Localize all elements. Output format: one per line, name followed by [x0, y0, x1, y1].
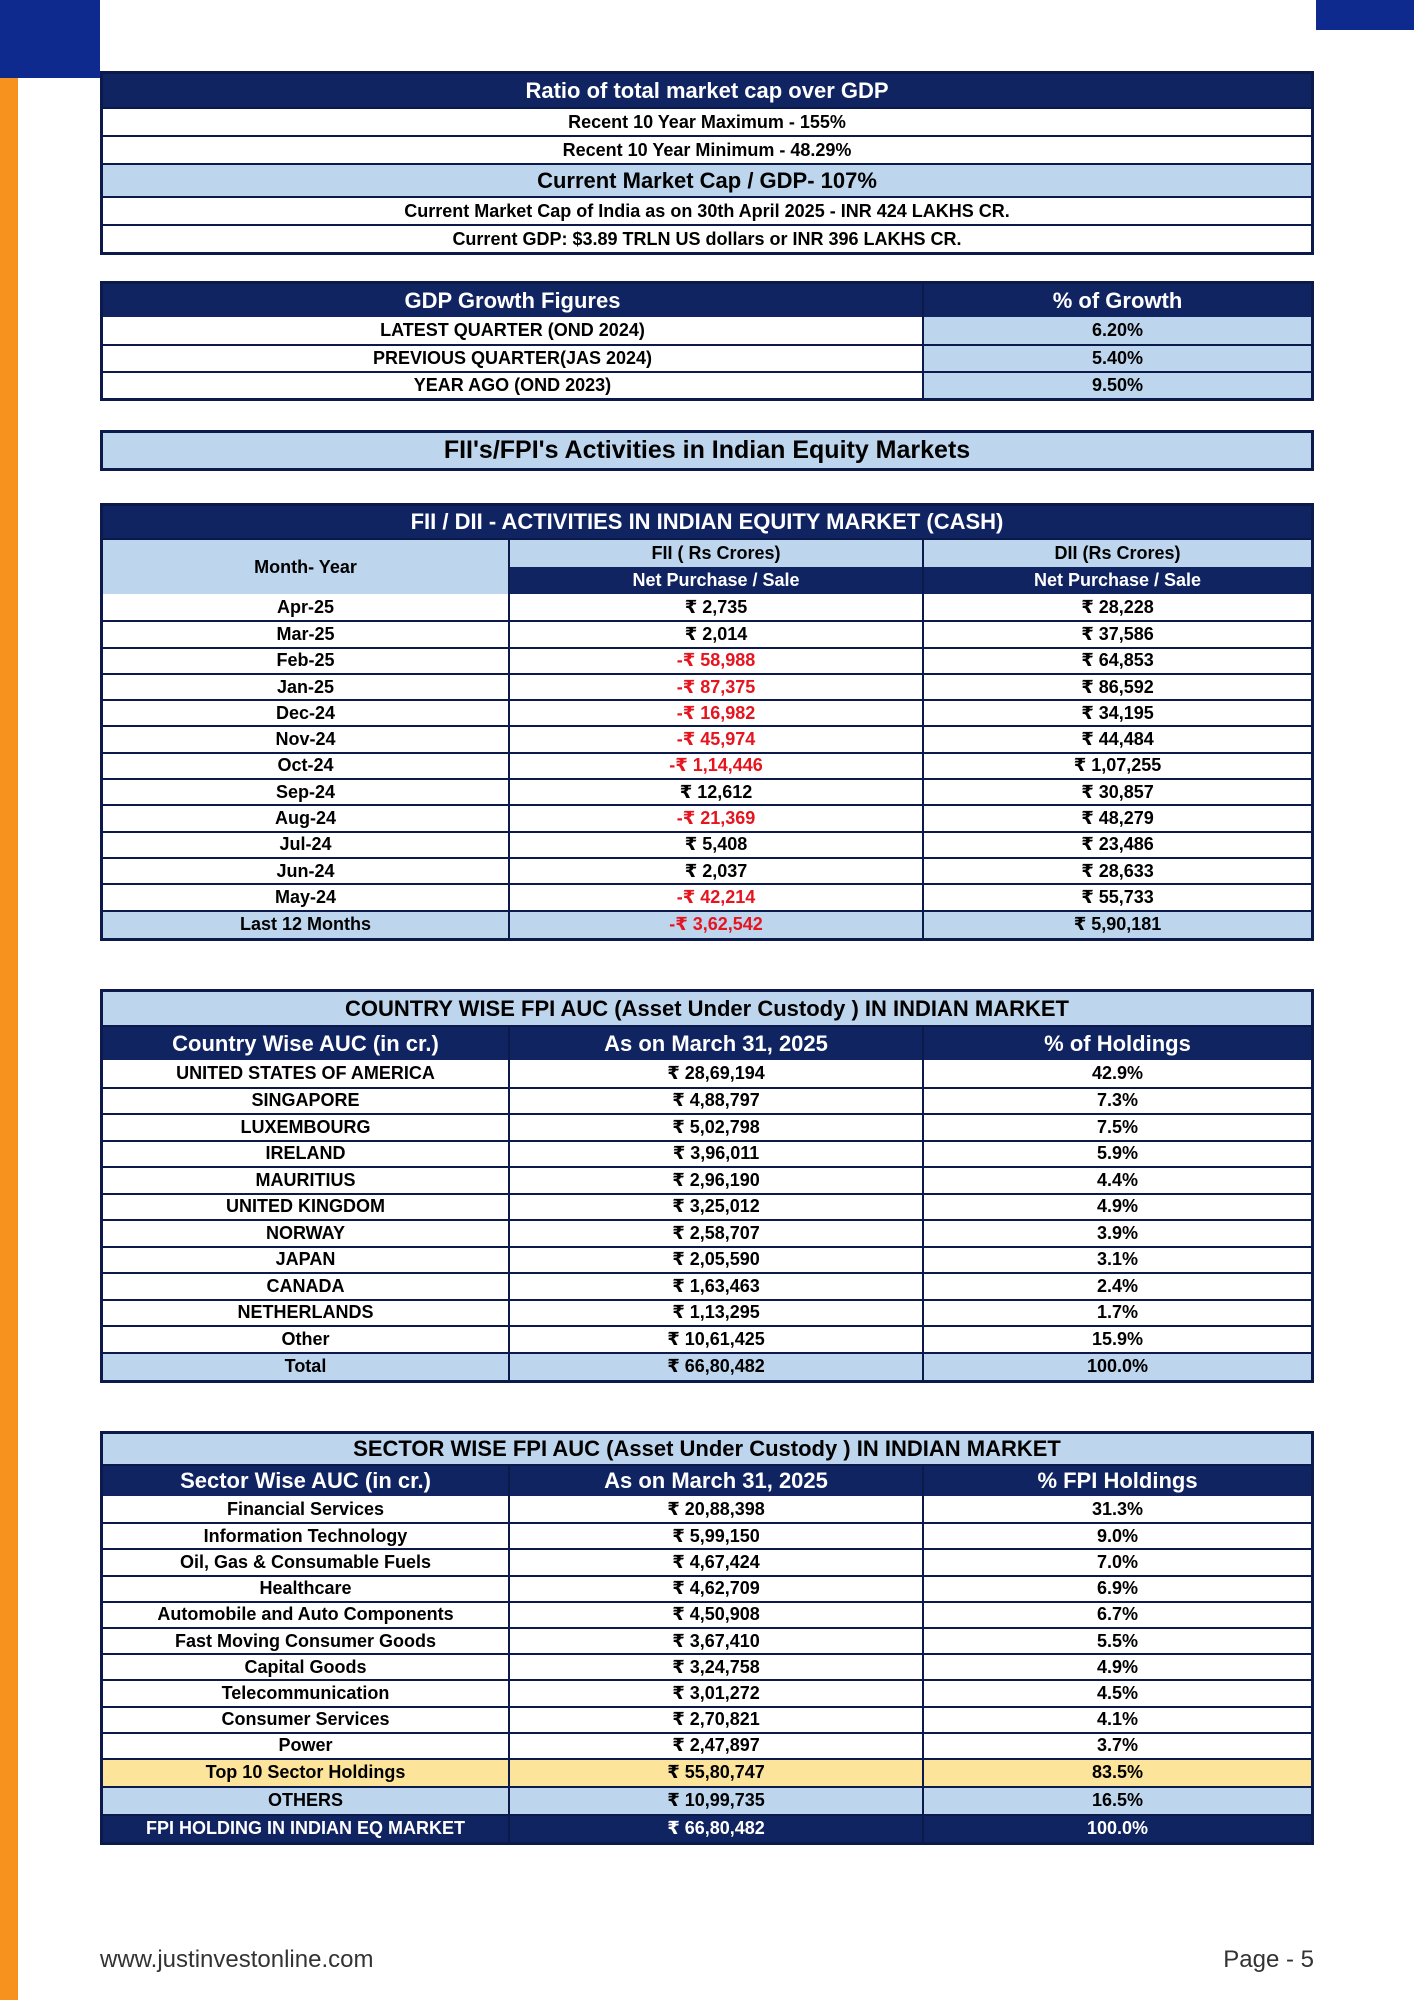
table-row	[103, 673, 1311, 699]
table-title-row	[103, 992, 1311, 1025]
total-label: FPI HOLDING IN INDIAN EQ MARKET	[146, 1818, 465, 1839]
table-title: Ratio of total market cap over GDP	[525, 77, 889, 103]
fii-value: -₹ 87,375	[508, 675, 922, 699]
table-row	[103, 1627, 1311, 1653]
month-label: Feb-25	[276, 650, 335, 671]
column-header-month: Month- Year	[103, 540, 508, 594]
total-percent: 100.0%	[922, 1816, 1311, 1842]
country-name: JAPAN	[275, 1249, 336, 1270]
fii-subheader-label: Net Purchase / Sale	[510, 567, 922, 594]
country-name: CANADA	[266, 1275, 345, 1296]
month-label: Sep-24	[275, 781, 336, 802]
top10-row	[103, 1758, 1311, 1786]
column-header: GDP Growth Figures	[404, 287, 621, 313]
sector-name: Information Technology	[203, 1525, 408, 1546]
top10-label: Top 10 Sector Holdings	[205, 1762, 406, 1783]
holding-percent: 4.4%	[922, 1168, 1311, 1193]
holding-percent: 7.0%	[922, 1550, 1311, 1574]
country-name: UNITED KINGDOM	[226, 1196, 385, 1217]
auc-value: ₹ 3,96,011	[508, 1142, 922, 1167]
auc-value: ₹ 5,02,798	[508, 1115, 922, 1140]
others-label: OTHERS	[267, 1790, 343, 1811]
fii-value: -₹ 58,988	[508, 649, 922, 673]
dii-value: ₹ 37,586	[922, 622, 1311, 646]
sector-name: Consumer Services	[221, 1709, 390, 1730]
fii-value: -₹ 1,14,446	[508, 754, 922, 778]
fii-value: ₹ 2,735	[508, 594, 922, 620]
table-header-row	[103, 1025, 1311, 1060]
holding-percent: 2.4%	[922, 1274, 1311, 1299]
holding-percent: 3.9%	[922, 1221, 1311, 1246]
table-row	[103, 1219, 1311, 1246]
page-number: Page - 5	[1223, 1946, 1314, 1973]
auc-value: ₹ 4,88,797	[508, 1089, 922, 1114]
auc-value: ₹ 2,47,897	[508, 1734, 922, 1758]
country-auc-table	[100, 989, 1314, 1383]
dii-value: ₹ 86,592	[922, 675, 1311, 699]
sector-name: Capital Goods	[244, 1656, 367, 1677]
fii-value: -₹ 16,982	[508, 701, 922, 725]
table-row	[103, 1087, 1311, 1114]
table-row	[103, 224, 1311, 252]
table-row	[103, 163, 1311, 196]
auc-value: ₹ 5,99,150	[508, 1524, 922, 1548]
auc-value: ₹ 2,96,190	[508, 1168, 922, 1193]
dii-header-label: DII (Rs Crores)	[924, 540, 1311, 567]
sector-name: Automobile and Auto Components	[157, 1604, 454, 1625]
orange-side-bar	[0, 0, 18, 2000]
total-row	[103, 1352, 1311, 1380]
month-label: Oct-24	[277, 755, 334, 776]
total-value: ₹ 66,80,482	[508, 1816, 922, 1842]
table-row	[103, 1299, 1311, 1326]
country-name: SINGAPORE	[251, 1090, 360, 1111]
country-name: IRELAND	[265, 1143, 346, 1164]
total-dii: ₹ 5,90,181	[922, 912, 1311, 938]
table-row	[103, 1522, 1311, 1548]
dii-value: ₹ 44,484	[922, 727, 1311, 751]
gdp-growth-table	[100, 281, 1314, 401]
table-title: SECTOR WISE FPI AUC (Asset Under Custody ) IN INDIAN MARKET	[353, 1436, 1061, 1461]
holding-percent: 4.9%	[922, 1655, 1311, 1679]
month-label: Apr-25	[276, 596, 334, 617]
table-row	[103, 196, 1311, 224]
growth-value: 6.20%	[922, 317, 1311, 344]
country-name: NORWAY	[265, 1222, 346, 1243]
holding-percent: 31.3%	[922, 1496, 1311, 1522]
market-cap-gdp-table	[100, 71, 1314, 255]
holding-percent: 3.7%	[922, 1734, 1311, 1758]
fii-header-label: FII ( Rs Crores)	[510, 540, 922, 567]
auc-value: ₹ 1,63,463	[508, 1274, 922, 1299]
auc-value: ₹ 3,67,410	[508, 1629, 922, 1653]
table-row	[103, 1548, 1311, 1574]
table-row	[103, 778, 1311, 804]
month-label: Mar-25	[276, 623, 335, 644]
sector-name: Fast Moving Consumer Goods	[174, 1630, 437, 1651]
month-label: Dec-24	[275, 702, 336, 723]
auc-value: ₹ 4,62,709	[508, 1577, 922, 1601]
month-label: May-24	[274, 886, 337, 907]
table-row	[103, 135, 1311, 163]
total-fii: -₹ 3,62,542	[508, 912, 922, 938]
total-row	[103, 910, 1311, 938]
country-name: UNITED STATES OF AMERICA	[176, 1062, 435, 1083]
table-row	[103, 752, 1311, 778]
table-row	[103, 344, 1311, 371]
sector-name: Power	[278, 1735, 333, 1756]
country-name: Other	[281, 1328, 330, 1349]
auc-value: ₹ 10,61,425	[508, 1327, 922, 1352]
table-row	[103, 317, 1311, 344]
sector-name: Telecommunication	[221, 1682, 390, 1703]
auc-value: ₹ 4,50,908	[508, 1603, 922, 1627]
table-header-row	[103, 1464, 1311, 1496]
table-row	[103, 857, 1311, 883]
column-header: Country Wise AUC (in cr.)	[172, 1030, 439, 1056]
table-row	[103, 1246, 1311, 1273]
dii-subheader-label: Net Purchase / Sale	[924, 567, 1311, 594]
sector-name: Oil, Gas & Consumable Fuels	[179, 1551, 432, 1572]
table-row	[103, 883, 1311, 909]
holding-percent: 4.1%	[922, 1708, 1311, 1732]
column-header-dii	[922, 540, 1311, 594]
table-row	[103, 107, 1311, 135]
fii-value: ₹ 12,612	[508, 780, 922, 804]
column-header: As on March 31, 2025	[508, 1027, 922, 1060]
table-row	[103, 1060, 1311, 1087]
holding-percent: 5.5%	[922, 1629, 1311, 1653]
dii-value: ₹ 64,853	[922, 649, 1311, 673]
total-label: Last 12 Months	[239, 914, 372, 935]
month-label: Jun-24	[276, 860, 335, 881]
dii-value: ₹ 23,486	[922, 833, 1311, 857]
auc-value: ₹ 4,67,424	[508, 1550, 922, 1574]
country-name: LUXEMBOURG	[240, 1116, 371, 1137]
market-cap-value: Current Market Cap of India as on 30th April 2025 - INR 424 LAKHS CR.	[404, 200, 1010, 221]
holding-percent: 9.0%	[922, 1524, 1311, 1548]
gdp-value: Current GDP: $3.89 TRLN US dollars or INR 396 LAKHS CR.	[452, 228, 962, 249]
country-name: MAURITIUS	[255, 1169, 356, 1190]
auc-value: ₹ 2,70,821	[508, 1708, 922, 1732]
table-title-row	[103, 74, 1311, 107]
dii-value: ₹ 28,228	[922, 594, 1311, 620]
table-row	[103, 1706, 1311, 1732]
dii-value: ₹ 48,279	[922, 806, 1311, 830]
holding-percent: 1.7%	[922, 1301, 1311, 1326]
table-row	[103, 804, 1311, 830]
auc-value: ₹ 2,58,707	[508, 1221, 922, 1246]
table-title: FII / DII - ACTIVITIES IN INDIAN EQUITY MARKET (CASH)	[410, 509, 1004, 534]
month-label: Nov-24	[275, 729, 336, 750]
total-row	[103, 1814, 1311, 1842]
holding-percent: 5.9%	[922, 1142, 1311, 1167]
top10-percent: 83.5%	[922, 1760, 1311, 1786]
country-name: NETHERLANDS	[237, 1302, 374, 1323]
fii-value: -₹ 42,214	[508, 885, 922, 909]
holding-percent: 42.9%	[922, 1060, 1311, 1087]
column-header: % of Growth	[922, 284, 1311, 317]
table-row	[103, 1653, 1311, 1679]
table-row	[103, 1140, 1311, 1167]
table-row	[103, 831, 1311, 857]
table-row	[103, 1679, 1311, 1705]
sector-name: Healthcare	[259, 1578, 352, 1599]
holding-percent: 7.3%	[922, 1089, 1311, 1114]
dii-value: ₹ 55,733	[922, 885, 1311, 909]
top10-value: ₹ 55,80,747	[508, 1760, 922, 1786]
fii-value: -₹ 45,974	[508, 727, 922, 751]
total-label: Total	[284, 1356, 327, 1376]
auc-value: ₹ 28,69,194	[508, 1060, 922, 1087]
dii-value: ₹ 28,633	[922, 859, 1311, 883]
column-header: Sector Wise AUC (in cr.)	[180, 1468, 431, 1493]
corner-block-top-right	[1316, 0, 1414, 30]
total-value: ₹ 66,80,482	[508, 1354, 922, 1380]
dii-value: ₹ 1,07,255	[922, 754, 1311, 778]
holding-percent: 7.5%	[922, 1115, 1311, 1140]
auc-value: ₹ 3,01,272	[508, 1681, 922, 1705]
column-header: As on March 31, 2025	[508, 1466, 922, 1496]
table-row	[103, 1325, 1311, 1352]
column-header: % of Holdings	[922, 1027, 1311, 1060]
sector-auc-table	[100, 1431, 1314, 1845]
holding-percent: 4.5%	[922, 1681, 1311, 1705]
table-row	[103, 1601, 1311, 1627]
fii-value: ₹ 5,408	[508, 833, 922, 857]
table-row	[103, 1732, 1311, 1758]
table-row	[103, 620, 1311, 646]
holding-percent: 6.7%	[922, 1603, 1311, 1627]
others-value: ₹ 10,99,735	[508, 1788, 922, 1814]
fii-value: -₹ 21,369	[508, 806, 922, 830]
month-label: Jan-25	[276, 676, 335, 697]
total-percent: 100.0%	[922, 1354, 1311, 1380]
others-percent: 16.5%	[922, 1788, 1311, 1814]
month-label: Aug-24	[274, 808, 336, 829]
banner-title: FII's/FPI's Activities in Indian Equity Markets	[443, 436, 971, 464]
table-row	[103, 647, 1311, 673]
table-row	[103, 725, 1311, 751]
current-ratio: Current Market Cap / GDP- 107%	[537, 167, 877, 193]
holding-percent: 15.9%	[922, 1327, 1311, 1352]
table-row	[103, 1496, 1311, 1522]
fii-banner	[100, 430, 1314, 471]
dii-value: ₹ 30,857	[922, 780, 1311, 804]
table-row	[103, 1113, 1311, 1140]
quarter-label: LATEST QUARTER (OND 2024)	[380, 320, 645, 340]
table-row	[103, 699, 1311, 725]
sector-name: Financial Services	[226, 1498, 385, 1519]
table-header-row	[103, 538, 1311, 594]
auc-value: ₹ 1,13,295	[508, 1301, 922, 1326]
ten-year-min: Recent 10 Year Minimum - 48.29%	[562, 139, 852, 160]
month-label: Jul-24	[279, 834, 332, 855]
holding-percent: 3.1%	[922, 1248, 1311, 1273]
holding-percent: 6.9%	[922, 1577, 1311, 1601]
auc-value: ₹ 2,05,590	[508, 1248, 922, 1273]
dii-value: ₹ 34,195	[922, 701, 1311, 725]
fii-value: ₹ 2,014	[508, 622, 922, 646]
table-title-row	[103, 506, 1311, 538]
table-row	[103, 371, 1311, 398]
table-row	[103, 594, 1311, 620]
table-row	[103, 1575, 1311, 1601]
column-header: % FPI Holdings	[922, 1466, 1311, 1496]
corner-block-top-left	[0, 0, 100, 78]
table-row	[103, 1272, 1311, 1299]
auc-value: ₹ 3,24,758	[508, 1655, 922, 1679]
fii-value: ₹ 2,037	[508, 859, 922, 883]
fii-dii-table	[100, 503, 1314, 941]
growth-value: 5.40%	[922, 346, 1311, 371]
column-header-fii	[508, 540, 922, 594]
table-title: COUNTRY WISE FPI AUC (Asset Under Custody ) IN INDIAN MARKET	[345, 995, 1069, 1021]
table-header-row	[103, 284, 1311, 317]
table-row	[103, 1193, 1311, 1220]
ten-year-max: Recent 10 Year Maximum - 155%	[568, 111, 846, 132]
website-link[interactable]: www.justinvestonline.com	[100, 1946, 374, 1973]
growth-value: 9.50%	[922, 373, 1311, 398]
table-row	[103, 1166, 1311, 1193]
auc-value: ₹ 3,25,012	[508, 1195, 922, 1220]
table-title-row	[103, 1434, 1311, 1464]
quarter-label: PREVIOUS QUARTER(JAS 2024)	[372, 348, 653, 368]
holding-percent: 4.9%	[922, 1195, 1311, 1220]
others-row	[103, 1786, 1311, 1814]
auc-value: ₹ 20,88,398	[508, 1496, 922, 1522]
quarter-label: YEAR AGO (OND 2023)	[413, 375, 612, 395]
